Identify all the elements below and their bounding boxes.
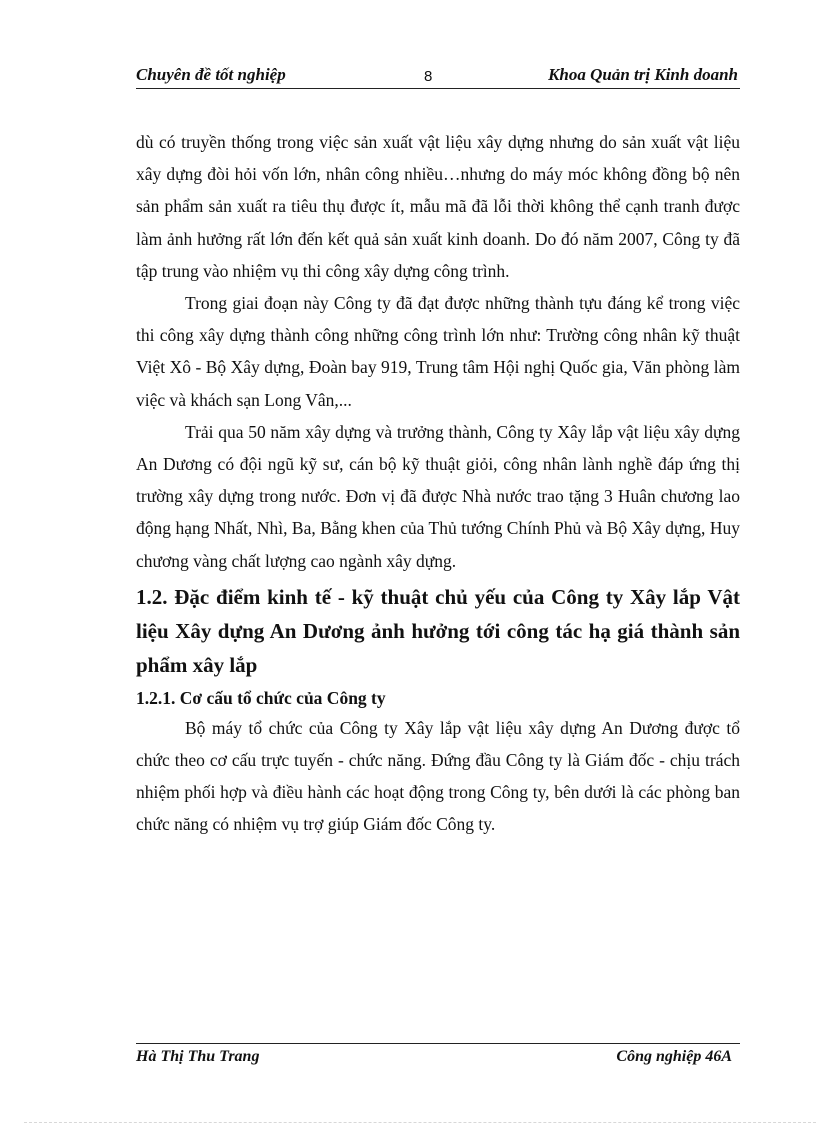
body-paragraph-1: dù có truyền thống trong việc sản xuất vật liệu xây dựng nhưng do sản xuất vật liệu xây dựng đòi hỏi vốn lớn, nhân công nhiều…nhưng do máy móc không đồng bộ nên sản phẩm sản xuất ra tiêu thụ được ít, mẫu mã đã lỗi thời không thể cạnh tranh được làm ảnh hưởng rất lớn đến kết quả sản xuất kinh doanh. Do đó năm 2007, Công ty đã tập trung vào nhiệm vụ thi công xây dựng công trình. [136,132,740,281]
body-paragraph-2: Trong giai đoạn này Công ty đã đạt được những thành tựu đáng kể trong việc thi công xây dựng thành công những công trình lớn như: Trường công nhân kỹ thuật Việt Xô - Bộ Xây dựng, Đoàn bay 919, Trung tâm Hội nghị Quốc gia, Văn phòng làm việc và khách sạn Long Vân,... [136,293,740,410]
section-heading: 1.2. Đặc điểm kinh tế - kỹ thuật chủ yếu của Công ty Xây lắp Vật liệu Xây dựng An Dương ảnh hưởng tới công tác hạ giá thành sản phẩm xây lắp [136,584,740,677]
page-number: 8 [424,68,433,85]
page-footer [136,1043,740,1068]
page-header [136,64,740,89]
body-paragraph-4: Bộ máy tổ chức của Công ty Xây lắp vật liệu xây dựng An Dương được tổ chức theo cơ cấu trực tuyến - chức năng. Đứng đầu Công ty là Giám đốc - chịu trách nhiệm phối hợp và điều hành các hoạt động trong Công ty, bên dưới là các phòng ban chức năng có nhiệm vụ trợ giúp Giám đốc Công ty. [136,717,740,835]
footer-author: Hà Thị Thu Trang [136,1048,260,1065]
footer-class: Công nghiệp 46A [616,1048,732,1065]
header-document-type: Chuyên đề tốt nghiệp [136,65,286,84]
body-paragraph-3: Trải qua 50 năm xây dựng và trưởng thành, Công ty Xây lắp vật liệu xây dựng An Dương có đội ngũ kỹ sư, cán bộ kỹ thuật giỏi, công nhân lành nghề đáp ứng thị trường xây dựng trong nước. Đơn vị đã được Nhà nước trao tặng 3 Huân chương lao động hạng Nhất, Nhì, Ba, Bằng khen của Thủ tướng Chính Phủ và Bộ Xây dựng, Huy chương vàng chất lượng cao ngành xây dựng. [136,421,740,571]
subsection-heading: 1.2.1. Cơ cấu tổ chức của Công ty [136,687,386,708]
header-faculty: Khoa Quản trị Kinh doanh [548,65,738,84]
page-body [136,126,740,841]
